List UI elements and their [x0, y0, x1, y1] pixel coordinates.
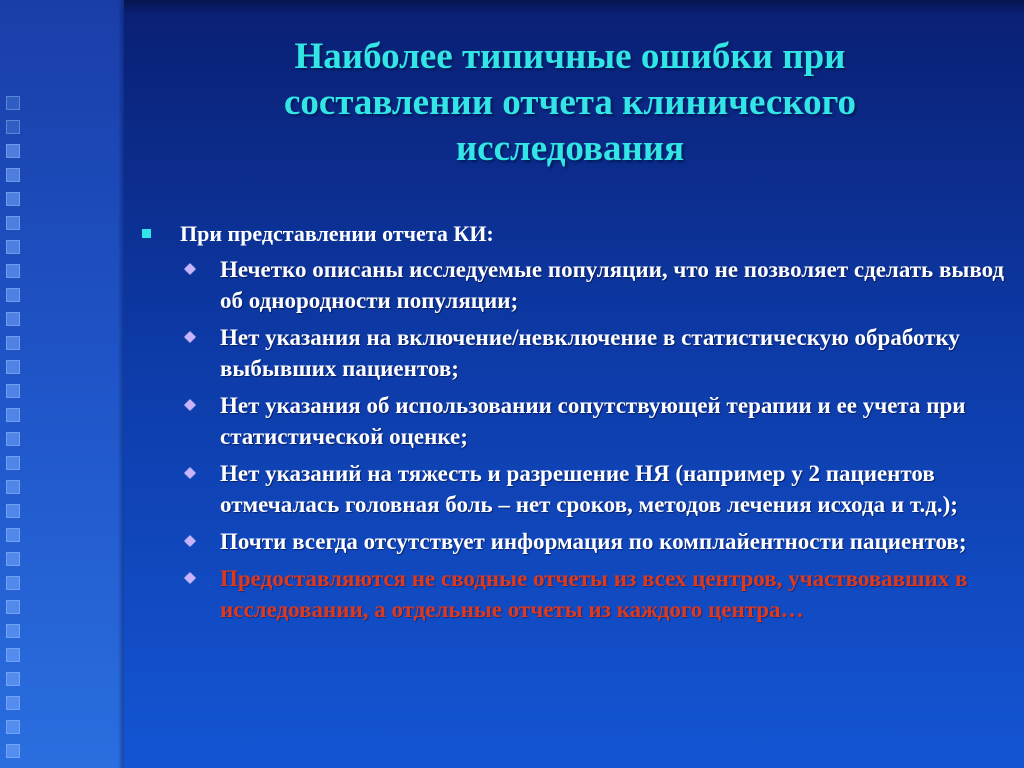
- square-bullet-icon: [142, 229, 151, 238]
- highlighted-list-item: [140, 563, 1010, 625]
- decor-square: [6, 720, 20, 734]
- decor-square: [6, 504, 20, 518]
- strip-shadow-edge: [118, 0, 124, 768]
- decor-square: [6, 240, 20, 254]
- decor-square: [6, 744, 20, 758]
- intro-bullet-item: [140, 220, 1010, 248]
- decor-square: [6, 192, 20, 206]
- decor-square: [6, 408, 20, 422]
- list-item-text: Нет указания на включение/невключение в статистическую обработку выбывших пациентов;: [220, 325, 960, 381]
- decor-square: [6, 120, 20, 134]
- title-line-1: Наиболее типичные ошибки при: [294, 36, 846, 77]
- list-item: [140, 322, 1010, 384]
- decor-square: [6, 552, 20, 566]
- highlighted-list-item-text: Предоставляются не сводные отчеты из всех центров, участвовавших в исследовании, а отдельные отчеты из каждого центра…: [220, 566, 968, 622]
- decor-square: [6, 312, 20, 326]
- decor-square: [6, 672, 20, 686]
- list-item: [140, 458, 1010, 520]
- decor-square: [6, 264, 20, 278]
- diamond-bullet-icon: [184, 263, 195, 274]
- decor-square: [6, 360, 20, 374]
- list-item-text: Нет указания об использовании сопутствующей терапии и ее учета при статистической оценке;: [220, 393, 966, 449]
- list-item-text: Нечетко описаны исследуемые популяции, что не позволяет сделать вывод об однородности популяции;: [220, 257, 1005, 313]
- title-line-3: исследования: [455, 128, 685, 169]
- decor-square: [6, 336, 20, 350]
- decor-square: [6, 144, 20, 158]
- intro-text: При представлении отчета КИ:: [180, 221, 494, 246]
- decor-square: [6, 480, 20, 494]
- decorative-squares: [6, 96, 36, 768]
- decor-square: [6, 384, 20, 398]
- list-item: [140, 254, 1010, 316]
- decor-square: [6, 168, 20, 182]
- top-dark-band: [124, 0, 1024, 14]
- decor-square: [6, 648, 20, 662]
- diamond-bullet-icon: [184, 572, 195, 583]
- decor-square: [6, 432, 20, 446]
- decor-square: [6, 624, 20, 638]
- diamond-bullet-icon: [184, 331, 195, 342]
- list-item-text: Нет указаний на тяжесть и разрешение НЯ (например у 2 пациентов отмечалась головная боль – нет сроков, методов лечения исхода и т.д.);: [220, 461, 958, 517]
- list-item: [140, 526, 1010, 557]
- decor-square: [6, 600, 20, 614]
- list-item: [140, 390, 1010, 452]
- decor-square: [6, 528, 20, 542]
- decor-square: [6, 288, 20, 302]
- diamond-bullet-icon: [184, 535, 195, 546]
- list-item-text: Почти всегда отсутствует информация по комплайентности пациентов;: [220, 529, 967, 554]
- slide-title: [140, 34, 1000, 172]
- title-line-2: составлении отчета клинического: [283, 82, 857, 123]
- decor-square: [6, 216, 20, 230]
- slide-body: [140, 220, 1010, 631]
- diamond-bullet-icon: [184, 467, 195, 478]
- decor-square: [6, 96, 20, 110]
- diamond-bullet-icon: [184, 399, 195, 410]
- decor-square: [6, 696, 20, 710]
- decor-square: [6, 456, 20, 470]
- decor-square: [6, 576, 20, 590]
